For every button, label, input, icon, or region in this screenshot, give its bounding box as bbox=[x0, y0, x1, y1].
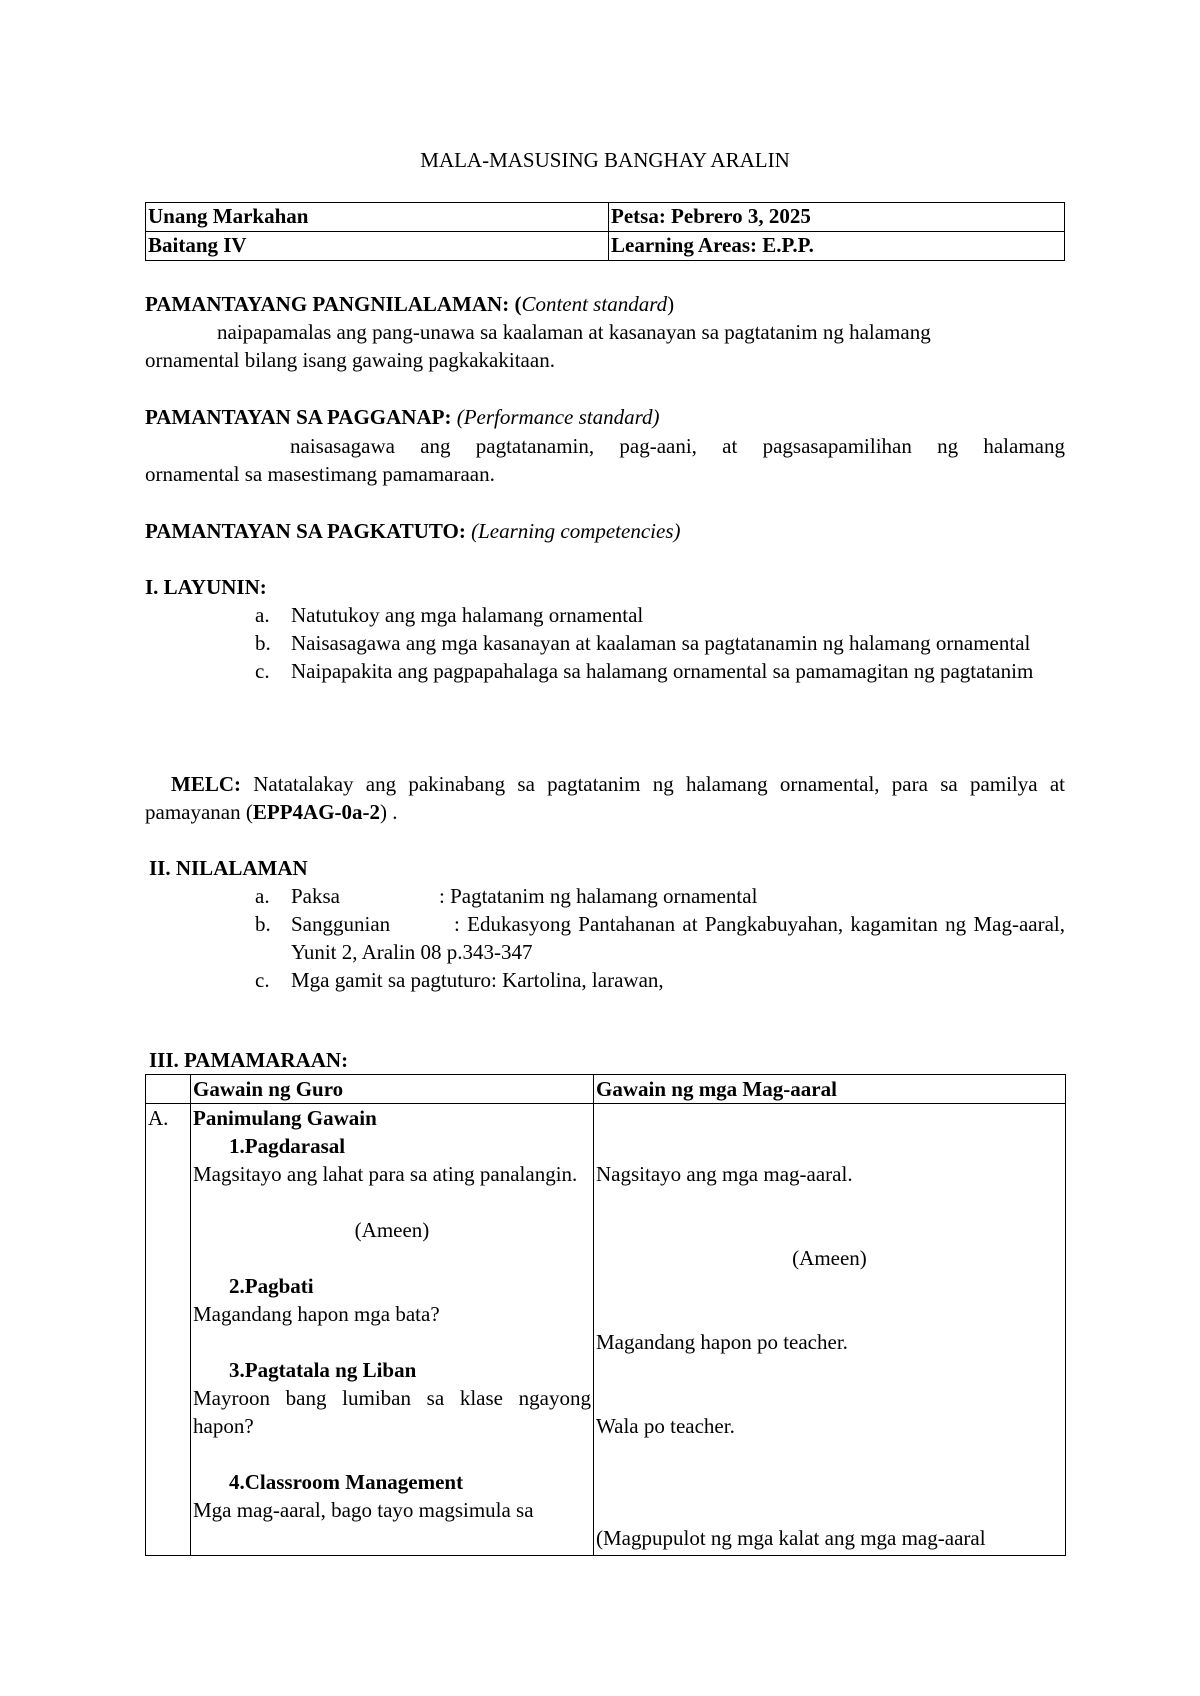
section-marker-cell bbox=[146, 1104, 191, 1556]
content-standard-text-1: naipapamalas ang pang-unawa sa kaalaman at kasanayan sa pagtatanim ng halamang bbox=[217, 320, 931, 344]
melc-code: EPP4AG-0a-2 bbox=[252, 800, 381, 824]
section-title: Panimulang Gawain bbox=[193, 1106, 377, 1130]
teacher-text: Mayroon bang lumiban sa klase ngayong hapon? bbox=[193, 1386, 591, 1438]
learning-competencies-label: PAMANTAYAN SA PAGKATUTO: bbox=[145, 519, 466, 543]
topic-label: Paksa bbox=[291, 884, 340, 908]
spacer bbox=[193, 1328, 591, 1356]
teacher-text: Mga mag-aaral, bago tayo magsimula sa bbox=[193, 1498, 534, 1522]
info-row bbox=[146, 203, 1065, 232]
student-text: Magandang hapon po teacher. bbox=[596, 1330, 848, 1354]
objectives-heading: I. LAYUNIN: bbox=[145, 575, 267, 599]
list-item bbox=[255, 882, 1065, 910]
student-text: (Magpupulot ng mga kalat ang mga mag-aaral bbox=[596, 1526, 986, 1550]
teacher-text: Magandang hapon mga bata? bbox=[193, 1302, 440, 1326]
list-marker: b. bbox=[255, 631, 271, 655]
procedure-table bbox=[145, 1074, 1066, 1556]
spacer bbox=[596, 1216, 1063, 1244]
learning-competencies-heading bbox=[145, 517, 1065, 545]
melc-paragraph bbox=[145, 770, 1065, 826]
content-standard-label: PAMANTAYANG PANGNILALAMAN: ( bbox=[145, 292, 522, 316]
student-activity-cell bbox=[594, 1104, 1066, 1556]
spacer bbox=[596, 1356, 1063, 1384]
melc-text: Natatalakay ang pakinabang sa pagtatanim ng halamang ornamental, para sa pamilya at pamayanan ( bbox=[145, 772, 1065, 824]
student-column-header: Gawain ng mga Mag-aaral bbox=[594, 1075, 1066, 1104]
quarter-cell: Unang Markahan bbox=[146, 203, 609, 232]
section-marker: A. bbox=[148, 1106, 169, 1130]
objectives-list bbox=[255, 601, 1065, 685]
content-standard-label-close: ) bbox=[667, 292, 675, 316]
grade-cell: Baitang IV bbox=[146, 232, 609, 261]
list-item-text: Naipapakita ang pagpapahalaga sa halamang ornamental sa pamamagitan ng pagtatanim bbox=[291, 659, 1034, 683]
list-marker: c. bbox=[255, 659, 270, 683]
info-table bbox=[145, 202, 1065, 261]
step-title: 3.Pagtatala ng Liban bbox=[229, 1358, 417, 1382]
spacer bbox=[596, 1384, 1063, 1412]
list-item bbox=[255, 910, 1065, 966]
student-text: Wala po teacher. bbox=[596, 1414, 735, 1438]
list-marker: a. bbox=[255, 884, 270, 908]
spacer bbox=[193, 1244, 591, 1272]
performance-standard-label-en: (Performance standard) bbox=[456, 405, 660, 429]
reference-value: : Edukasyong Pantahanan at Pangkabuyahan, kagamitan ng Mag-aaral, Yunit 2, Aralin 08 p.343-347 bbox=[291, 912, 1065, 964]
spacer bbox=[193, 1440, 591, 1468]
date-cell: Petsa: Pebrero 3, 2025 bbox=[609, 203, 1065, 232]
list-item-text bbox=[291, 882, 1065, 910]
list-item-text: Mga gamit sa pagtuturo: Kartolina, larawan, bbox=[291, 968, 664, 992]
melc-label: MELC: bbox=[171, 772, 241, 796]
list-item bbox=[255, 601, 1065, 629]
teacher-text: Magsitayo ang lahat para sa ating panalangin. bbox=[193, 1162, 578, 1186]
list-item-text bbox=[291, 910, 1065, 966]
spacer bbox=[596, 1188, 1063, 1216]
list-marker: b. bbox=[255, 912, 271, 936]
content-standard-heading bbox=[145, 290, 1065, 318]
table-header-row bbox=[146, 1075, 1066, 1104]
spacer bbox=[596, 1132, 1063, 1160]
spacer bbox=[193, 1188, 591, 1216]
document-title: MALA-MASUSING BANGHAY ARALIN bbox=[420, 148, 790, 172]
list-item bbox=[255, 629, 1065, 657]
student-text: (Ameen) bbox=[792, 1246, 867, 1270]
student-text: Nagsitayo ang mga mag-aaral. bbox=[596, 1162, 853, 1186]
content-list bbox=[255, 882, 1065, 994]
list-marker: a. bbox=[255, 603, 270, 627]
list-item bbox=[255, 657, 1065, 685]
content-heading: II. NILALAMAN bbox=[149, 856, 308, 880]
teacher-activity-cell bbox=[191, 1104, 594, 1556]
spacer bbox=[596, 1300, 1063, 1328]
performance-standard-text-1: naisasagawa ang pagtatanamin, pag-aani, at pagsasapamilihan ng halamang bbox=[290, 434, 1065, 458]
info-row bbox=[146, 232, 1065, 261]
procedure-heading: III. PAMAMARAAN: bbox=[149, 1048, 349, 1072]
spacer bbox=[596, 1104, 1063, 1132]
topic-value: : Pagtatanim ng halamang ornamental bbox=[439, 884, 758, 908]
teacher-column-header: Gawain ng Guro bbox=[191, 1075, 594, 1104]
spacer bbox=[596, 1440, 1063, 1468]
step-title: 4.Classroom Management bbox=[229, 1470, 464, 1494]
step-title: 2.Pagbati bbox=[229, 1274, 314, 1298]
performance-standard-heading bbox=[145, 403, 1065, 431]
content-standard-text-2: ornamental bilang isang gawaing pagkakakitaan. bbox=[145, 348, 555, 372]
performance-standard-label: PAMANTAYAN SA PAGGANAP: bbox=[145, 405, 452, 429]
spacer bbox=[596, 1272, 1063, 1300]
learning-area-cell: Learning Areas: E.P.P. bbox=[609, 232, 1065, 261]
list-item bbox=[255, 966, 1065, 994]
learning-competencies-label-en: (Learning competencies) bbox=[471, 519, 681, 543]
spacer bbox=[596, 1496, 1063, 1524]
spacer bbox=[596, 1468, 1063, 1496]
step-title: 1.Pagdarasal bbox=[229, 1134, 346, 1158]
teacher-text: (Ameen) bbox=[354, 1218, 430, 1242]
melc-end: ) . bbox=[380, 800, 398, 824]
list-item-text: Natutukoy ang mga halamang ornamental bbox=[291, 603, 644, 627]
reference-label: Sanggunian bbox=[291, 912, 391, 936]
content-standard-label-en: Content standard bbox=[521, 292, 668, 316]
list-item-text: Naisasagawa ang mga kasanayan at kaalaman sa pagtatanamin ng halamang ornamental bbox=[291, 631, 1031, 655]
table-row bbox=[146, 1104, 1066, 1556]
performance-standard-text-2: ornamental sa masestimang pamamaraan. bbox=[145, 462, 495, 486]
list-marker: c. bbox=[255, 968, 270, 992]
table-header-cell bbox=[146, 1075, 191, 1104]
